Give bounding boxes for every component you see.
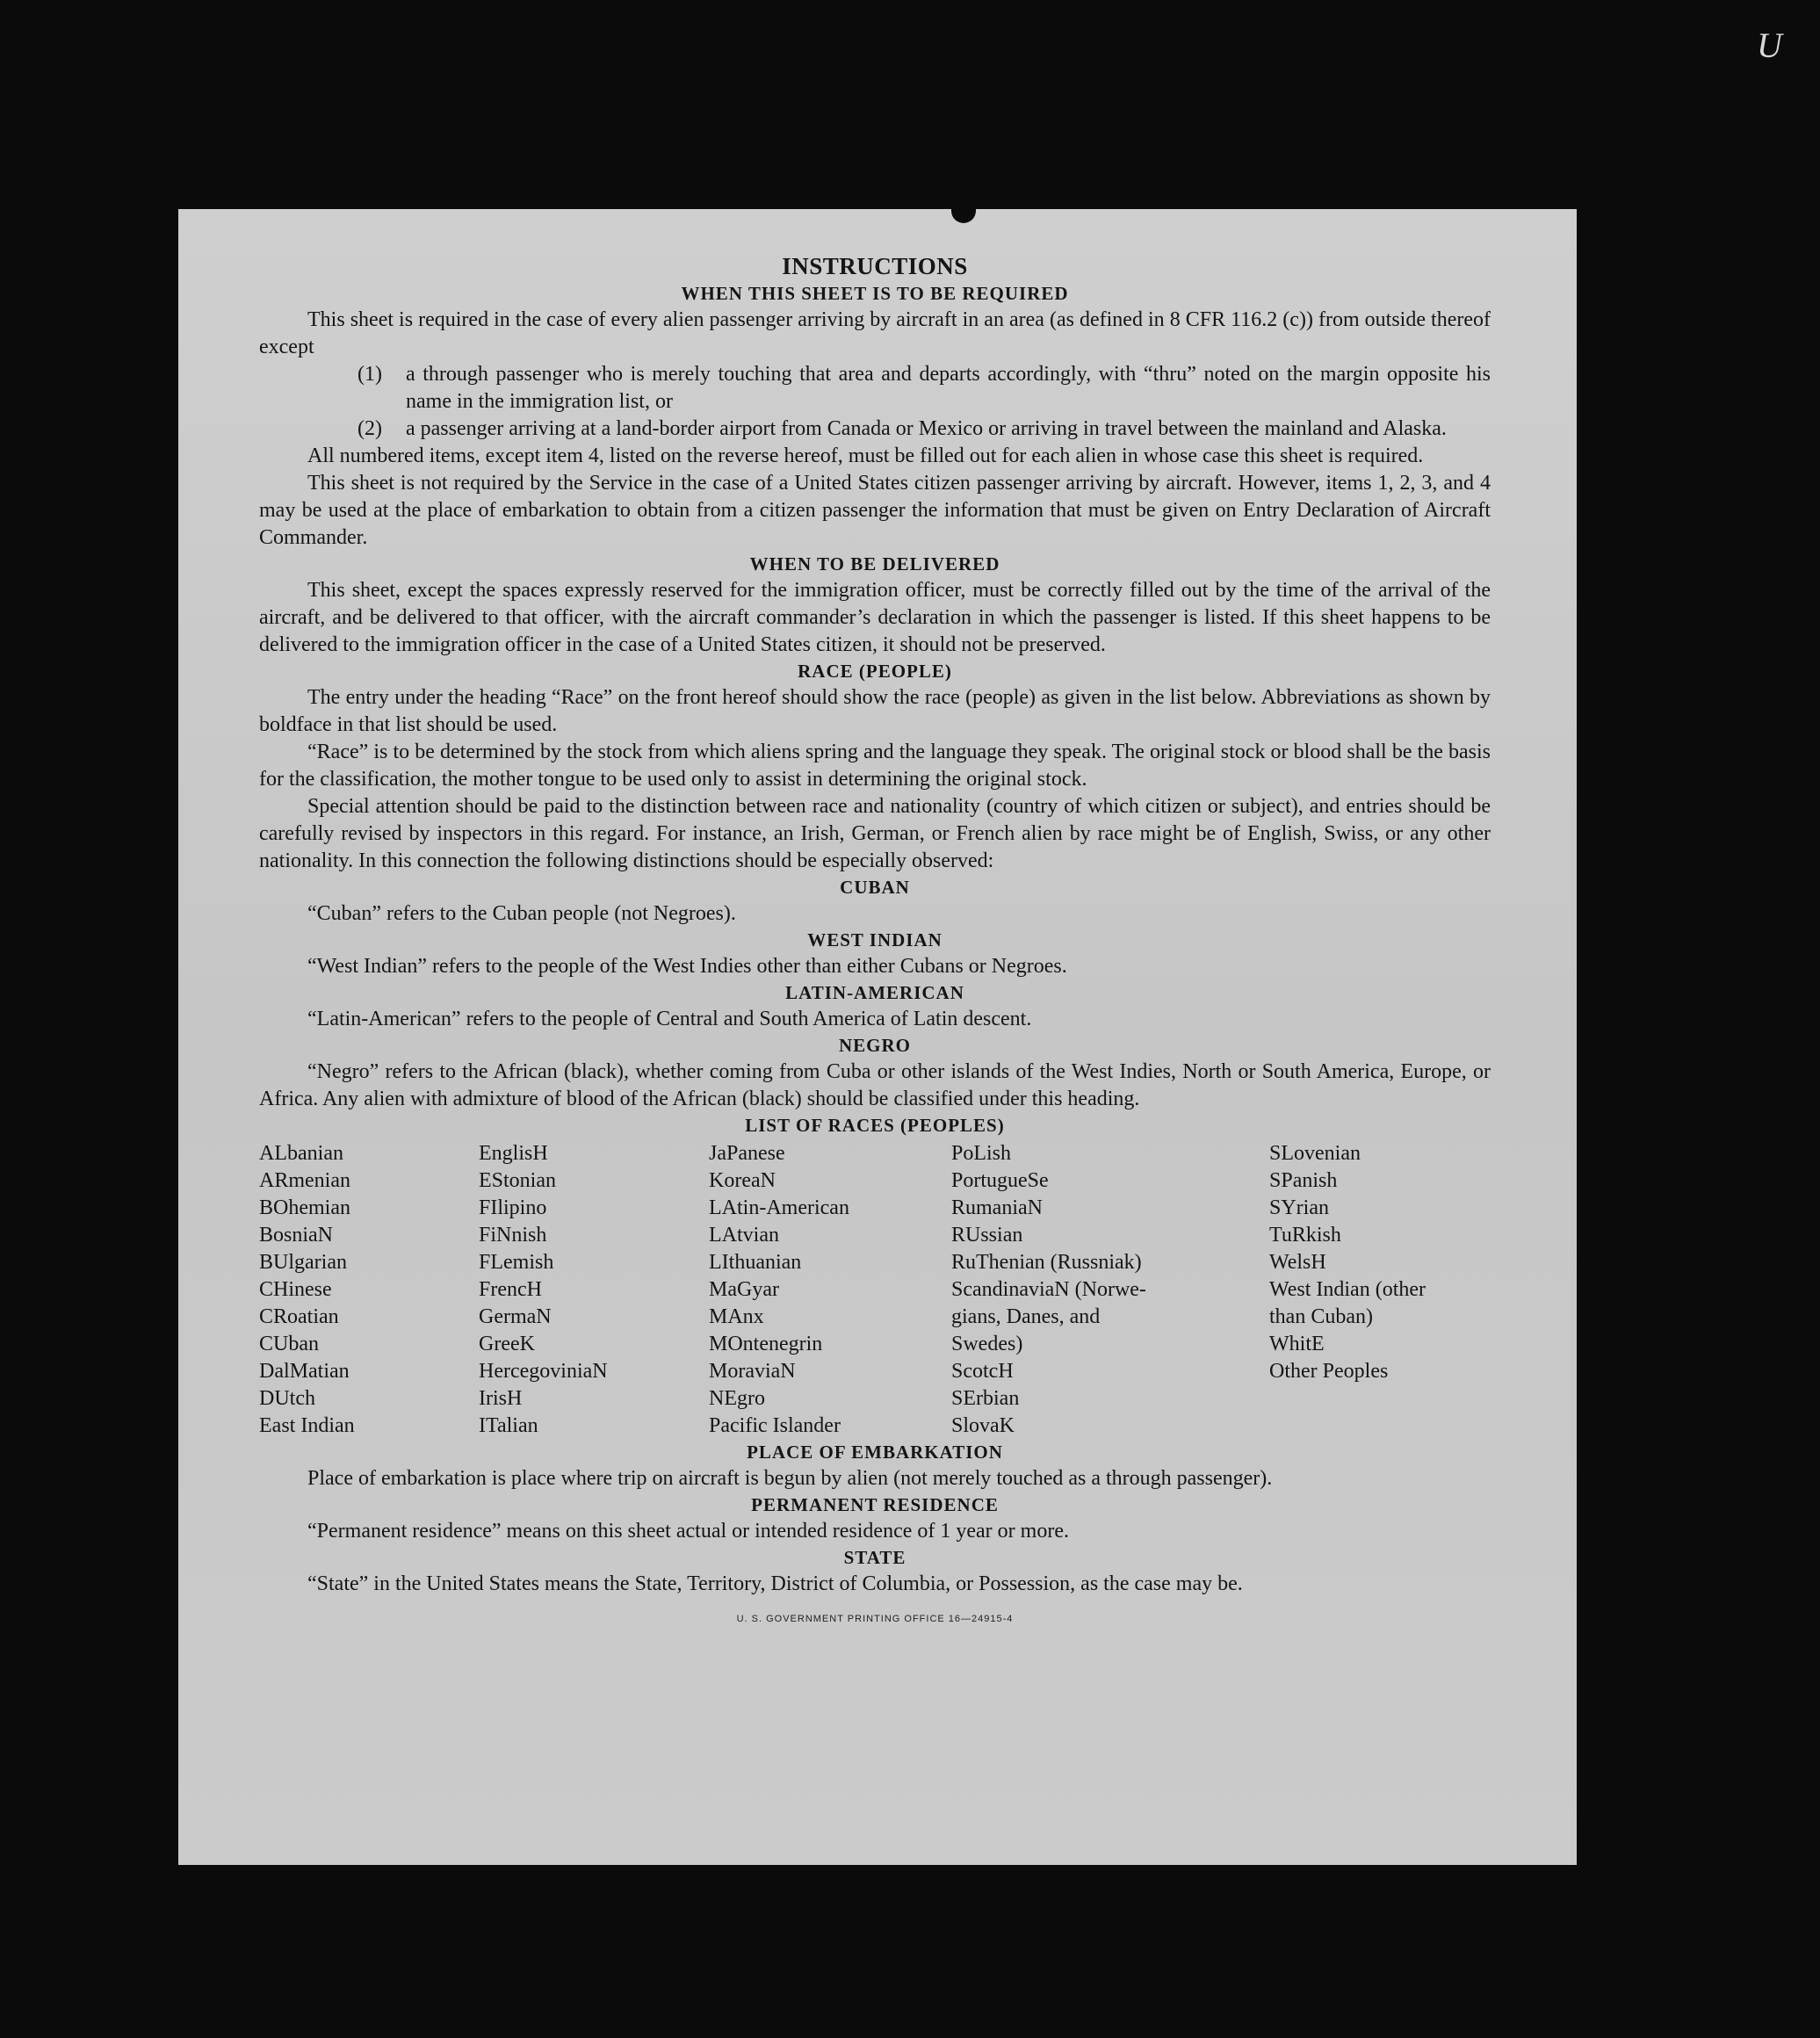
heading-negro: NEGRO — [838, 1035, 911, 1056]
race-item: MaGyar — [709, 1278, 779, 1301]
race-item: RumaniaN — [951, 1196, 1043, 1219]
race-item: SlovaK — [951, 1414, 1015, 1437]
heading-state: STATE — [843, 1547, 906, 1568]
heading-west-indian: WEST INDIAN — [807, 929, 942, 950]
races-column-3 — [709, 1140, 951, 1440]
race-item: ITalian — [479, 1414, 538, 1437]
instruction-sheet — [178, 209, 1577, 1865]
race-item: KoreaN — [709, 1169, 776, 1192]
item-text: a passenger arriving at a land-border airport from Canada or Mexico or arriving in travel between the mainland and Alaska. — [406, 417, 1447, 440]
paragraph: Special attention should be paid to the distinction between race and nationality (country of which citizen or subject), and entries should be carefully revised by inspectors in this regard. For instance, an Irish, German, or French alien by race might be of English, Swiss, or any other nationality. In this connection the following distinctions should be especially observed: — [259, 795, 1491, 872]
race-item: FIlipino — [479, 1196, 547, 1219]
race-item: NEgro — [709, 1387, 765, 1410]
race-item: CUban — [259, 1333, 319, 1355]
race-item: SYrian — [1269, 1196, 1329, 1219]
item-text: a through passenger who is merely touching that area and departs accordingly, with “thru” noted on the margin opposite his name in the immigration list, or — [406, 363, 1491, 413]
race-item: RUssian — [951, 1224, 1023, 1247]
race-item: West Indian (other — [1269, 1278, 1426, 1301]
heading-cuban: CUBAN — [840, 877, 910, 898]
paragraph: All numbered items, except item 4, listed on the reverse hereof, must be filled out for each alien in whose case this sheet is required. — [307, 444, 1424, 467]
item-number: (2) — [358, 417, 382, 440]
race-item: DUtch — [259, 1387, 315, 1410]
corner-mark: U — [1757, 25, 1782, 65]
races-column-5 — [1269, 1140, 1489, 1440]
race-item-continuation: gians, Danes, and — [951, 1305, 1101, 1328]
race-item: FLemish — [479, 1251, 554, 1274]
race-item: ScandinaviaN (Norwe- — [951, 1278, 1146, 1301]
paragraph: “State” in the United States means the State, Territory, District of Columbia, or Possession, as the case may be. — [307, 1572, 1243, 1595]
printer-imprint: U. S. GOVERNMENT PRINTING OFFICE 16—24915-4 — [736, 1614, 1014, 1624]
paragraph: The entry under the heading “Race” on the front hereof should show the race (people) as given in the list below. Abbreviations as shown by boldface in that list should be used. — [259, 686, 1491, 736]
race-item: GreeK — [479, 1333, 535, 1355]
race-item: SPanish — [1269, 1169, 1338, 1192]
race-item: WelsH — [1269, 1251, 1326, 1274]
item-number: (1) — [358, 363, 382, 386]
paragraph: “Permanent residence” means on this sheet actual or intended residence of 1 year or more. — [307, 1520, 1069, 1543]
race-item: TuRkish — [1269, 1224, 1341, 1247]
paragraph: “Cuban” refers to the Cuban people (not Negroes). — [307, 902, 736, 925]
race-item: LIthuanian — [709, 1251, 802, 1274]
race-item: LAtvian — [709, 1224, 779, 1247]
paragraph: This sheet is required in the case of every alien passenger arriving by aircraft in an area (as defined in 8 CFR 116.2 (c)) from outside thereof except — [259, 308, 1491, 358]
race-item: Other Peoples — [1269, 1360, 1389, 1383]
race-item: PoLish — [951, 1142, 1012, 1165]
paragraph: “Latin-American” refers to the people of Central and South America of Latin descent. — [307, 1008, 1032, 1030]
race-item: SErbian — [951, 1387, 1020, 1410]
races-column-4 — [951, 1140, 1269, 1440]
race-item-continuation: Swedes) — [951, 1333, 1023, 1355]
race-item: BOhemian — [259, 1196, 350, 1219]
race-item: GermaN — [479, 1305, 552, 1328]
race-item: HercegoviniaN — [479, 1360, 608, 1383]
race-item: MoraviaN — [709, 1360, 796, 1383]
race-item: SLovenian — [1269, 1142, 1361, 1165]
race-item: EnglisH — [479, 1142, 548, 1165]
race-item: PortugueSe — [951, 1169, 1049, 1192]
page-title: INSTRUCTIONS — [782, 253, 968, 279]
race-item: LAtin-American — [709, 1196, 849, 1219]
numbered-item — [358, 416, 1491, 443]
race-item: WhitE — [1269, 1333, 1325, 1355]
race-item: ALbanian — [259, 1142, 343, 1165]
heading-permanent-residence: PERMANENT RESIDENCE — [751, 1494, 999, 1515]
heading-latin-american: LATIN-AMERICAN — [785, 982, 964, 1003]
races-list — [259, 1140, 1491, 1440]
paragraph: Place of embarkation is place where trip on aircraft is begun by alien (not merely touched as a through passenger). — [307, 1467, 1273, 1490]
heading-embarkation: PLACE OF EMBARKATION — [747, 1442, 1003, 1463]
race-item: ARmenian — [259, 1169, 350, 1192]
race-item: MAnx — [709, 1305, 764, 1328]
race-item: DalMatian — [259, 1360, 350, 1383]
sheet-notch — [951, 209, 976, 223]
race-item: BosniaN — [259, 1224, 333, 1247]
race-item: ScotcH — [951, 1360, 1014, 1383]
race-item: FrencH — [479, 1278, 542, 1301]
races-column-2 — [479, 1140, 709, 1440]
paragraph: “West Indian” refers to the people of the West Indies other than either Cubans or Negroes. — [307, 955, 1067, 978]
race-item: CRoatian — [259, 1305, 339, 1328]
race-item: Pacific Islander — [709, 1414, 841, 1437]
race-item: JaPanese — [709, 1142, 785, 1165]
paragraph: This sheet is not required by the Service in the case of a United States citizen passenger arriving by aircraft. However, items 1, 2, 3, and 4 may be used at the place of embarkation to obtain from a citizen passenger the information that must be given on Entry Declaration of Aircraft Commander. — [259, 472, 1491, 549]
race-item-continuation: than Cuban) — [1269, 1305, 1373, 1328]
heading-delivered: WHEN TO BE DELIVERED — [749, 553, 1000, 575]
heading-list-of-races: LIST OF RACES (PEOPLES) — [745, 1115, 1005, 1136]
paragraph: This sheet, except the spaces expressly reserved for the immigration officer, must be correctly filled out by the time of the arrival of the aircraft, and be delivered to that officer, with the aircraft commander’s declaration in which the passenger is listed. If this sheet happens to be delivered to the immigration officer in the case of a United States citizen, it should not be preserved. — [259, 579, 1491, 656]
numbered-item — [358, 361, 1491, 416]
race-item: East Indian — [259, 1414, 355, 1437]
race-item: IrisH — [479, 1387, 523, 1410]
race-item: BUlgarian — [259, 1251, 347, 1274]
races-column-1 — [259, 1140, 479, 1440]
paragraph: “Negro” refers to the African (black), whether coming from Cuba or other islands of the West Indies, North or South America, Europe, or Africa. Any alien with admixture of blood of the African (black) should be classified under this heading. — [259, 1060, 1491, 1110]
race-item: EStonian — [479, 1169, 556, 1192]
race-item: RuThenian (Russniak) — [951, 1251, 1142, 1274]
race-item: CHinese — [259, 1278, 332, 1301]
paragraph: “Race” is to be determined by the stock from which aliens spring and the language they speak. The original stock or blood shall be the basis for the classification, the mother tongue to be used only to assist in determining the original stock. — [259, 741, 1491, 791]
heading-required: WHEN THIS SHEET IS TO BE REQUIRED — [681, 283, 1069, 304]
race-item: MOntenegrin — [709, 1333, 823, 1355]
heading-race: RACE (PEOPLE) — [798, 661, 952, 682]
race-item: FiNnish — [479, 1224, 547, 1247]
